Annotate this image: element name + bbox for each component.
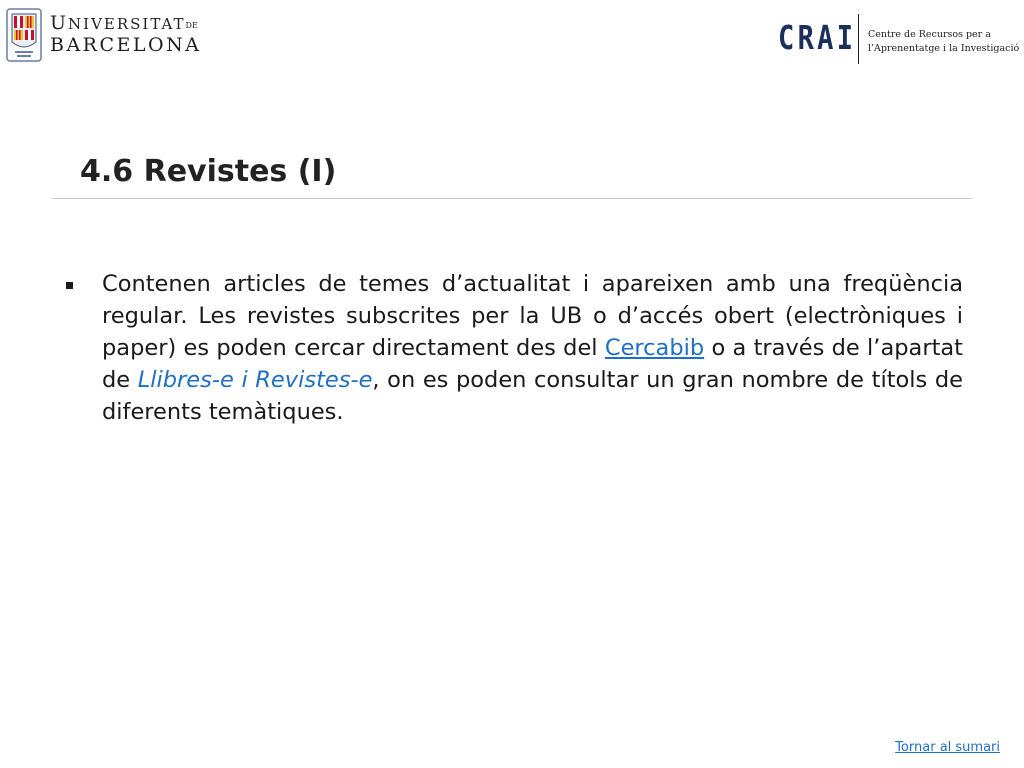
bullet-item bbox=[64, 268, 963, 428]
crai-logo bbox=[778, 14, 1024, 66]
crai-name bbox=[868, 28, 1019, 56]
cercabib-link[interactable]: Cercabib bbox=[604, 335, 705, 361]
back-to-summary-link[interactable]: Tornar al sumari bbox=[895, 740, 1000, 755]
university-name-initial: U bbox=[50, 12, 69, 34]
crai-mark: CRAI bbox=[778, 18, 857, 57]
title-divider bbox=[52, 198, 972, 199]
crai-divider bbox=[858, 14, 859, 64]
llibres-revistes-emphasis: Llibres-e i Revistes-e bbox=[137, 367, 373, 393]
page-title: 4.6 Revistes (I) bbox=[80, 154, 337, 189]
university-logo bbox=[6, 8, 216, 64]
square-bullet-icon bbox=[66, 282, 73, 289]
slide-content bbox=[64, 268, 963, 428]
bullet-text-part2: o a través de l’apartat de bbox=[102, 335, 963, 393]
crai-name-line2: l’Aprenentatge i la Investigació bbox=[868, 43, 1020, 54]
university-name-suffix: DE bbox=[185, 21, 198, 30]
university-seal-icon bbox=[6, 8, 42, 62]
university-name bbox=[50, 14, 201, 55]
university-name-line1 bbox=[50, 14, 201, 33]
crai-name-line1: Centre de Recursos per a bbox=[868, 29, 991, 40]
bullet-text-part1: Contenen articles de temes d’actualitat i apareixen amb una freqüència regular. Les revistes subscrites per la UB o d’accés obert (electròniques i paper) es poden cercar directament des del bbox=[102, 271, 963, 361]
university-name-rest: NIVERSITAT bbox=[68, 15, 186, 33]
university-name-line2: BARCELONA bbox=[50, 34, 202, 56]
bullet-text-part3: , on es poden consultar un gran nombre de títols de diferents temàtiques. bbox=[102, 367, 963, 425]
